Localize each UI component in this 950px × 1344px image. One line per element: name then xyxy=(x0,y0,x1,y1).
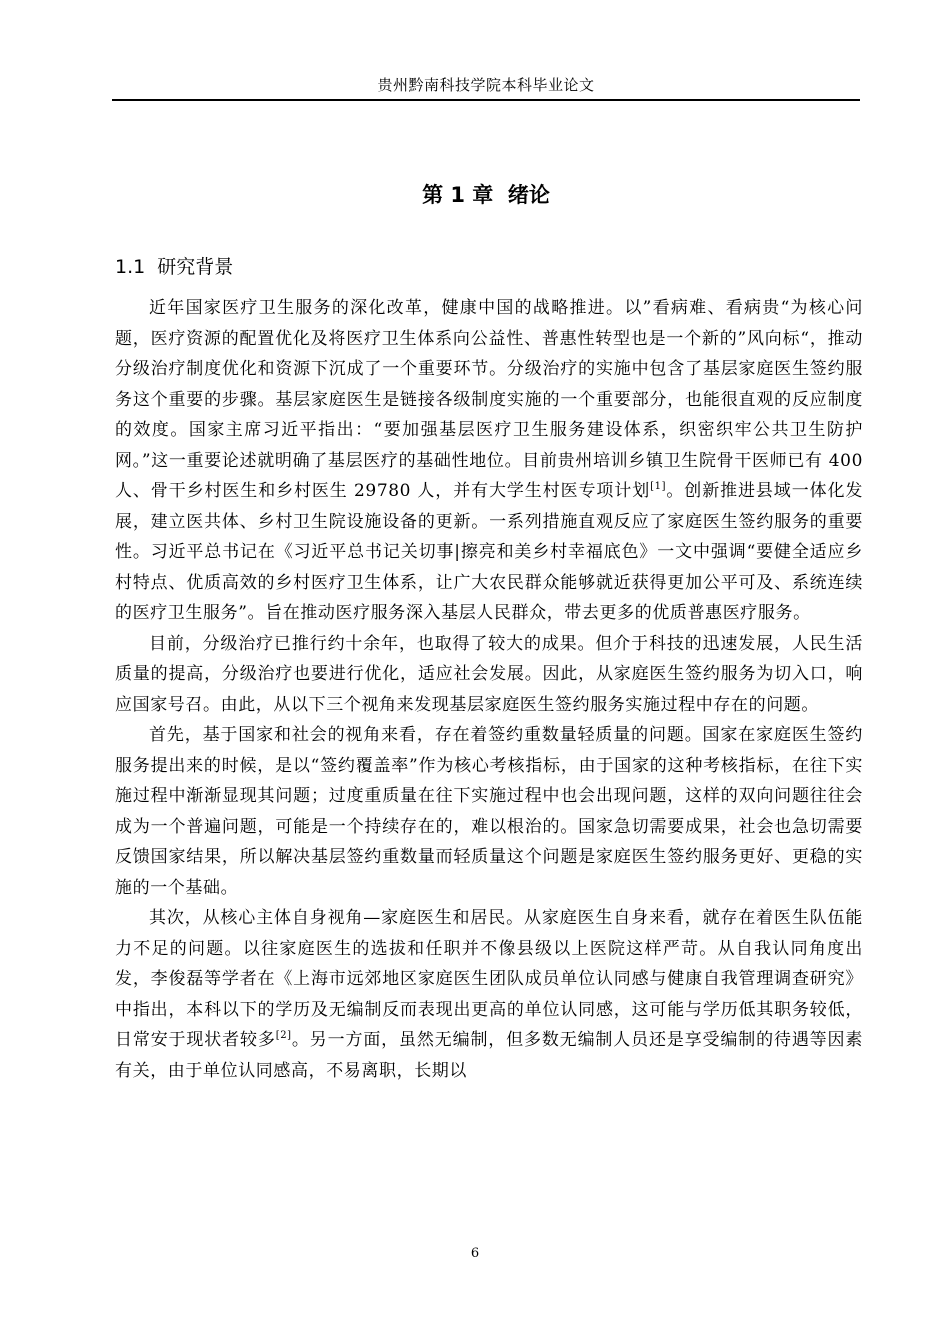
paragraph-3: 首先，基于国家和社会的视角来看，存在着签约重数量轻质量的问题。国家在家庭医生签约服务提出来的时候，是以“签约覆盖率”作为核心考核指标，由于国家的这种考核指标，在往下实施过程中渐渐显现其问题；过度重质量在往下实施过程中也会出现问题，这样的双向问题往往会成为一个普遍问题，可能是一个持续存在的，难以根治的。国家急切需要成果，社会也急切需要反馈国家结果，所以解决基层签约重数量而轻质量这个问题是家庭医生签约服务更好、更稳的实施的一个基础。 xyxy=(115,725,863,898)
running-header: 贵州黔南科技学院本科毕业论文 xyxy=(377,76,595,94)
section-title: 1.1 研究背景 xyxy=(115,256,234,278)
paragraph-4-text-b: 。另一方面，虽然无编制，但多数无编制人员还是享受编制的待遇等因素有关，由于单位认同感高，不易离职，长期以 xyxy=(115,1030,863,1081)
paragraph-1 xyxy=(115,293,863,629)
paragraph-1-text-b: 。创新推进县域一体化发展，建立医共体、乡村卫生院设施设备的更新。一系列措施直观反应了家庭医生签约服务的重要性。习近平总书记在《习近平总书记关切事|擦亮和美乡村幸福底色》一文中强调“要健全适应乡村特点、优质高效的乡村医疗卫生体系，让广大农民群众能够就近获得更加公平可及、系统连续的医疗卫生服务”。旨在推动医疗服务深入基层人民群众，带去更多的优质普惠医疗服务。 xyxy=(115,481,864,623)
citation-2: [2] xyxy=(275,1030,292,1041)
chapter-title xyxy=(112,178,860,212)
paragraph-4-text-a: 其次，从核心主体自身视角—家庭医生和居民。从家庭医生自身来看，就存在着医生队伍能力不足的问题。以往家庭医生的选拔和任职并不像县级以上医院这样严苛。从自我认同角度出发，李俊磊等学者在《上海市远郊地区家庭医生团队成员单位认同感与健康自我管理调查研究》中指出，本科以下的学历及无编制反而表现出更高的单位认同感，这可能与学历低其职务较低，日常安于现状者较多 xyxy=(115,908,863,1050)
paragraph-4 xyxy=(115,903,863,1086)
body-text xyxy=(115,293,863,1086)
paragraph-2: 目前，分级治疗已推行约十余年，也取得了较大的成果。但介于科技的迅速发展，人民生活质量的提高，分级治疗也要进行优化，适应社会发展。因此，从家庭医生签约服务为切入口，响应国家号召。由此，从以下三个视角来发现基层家庭医生签约服务实施过程中存在的问题。 xyxy=(115,633,863,715)
page-number: 6 xyxy=(470,1246,480,1261)
header-rule xyxy=(112,99,860,101)
chapter-title-text: 第 1 章 绪论 xyxy=(422,183,550,207)
citation-1: [1] xyxy=(650,481,667,492)
paragraph-1-text-a: 近年国家医疗卫生服务的深化改革，健康中国的战略推进。以”看病难、看病贵“为核心问题，医疗资源的配置优化及将医疗卫生体系向公益性、普惠性转型也是一个新的”风向标“，推动分级治疗制度优化和资源下沉成了一个重要环节。分级治疗的实施中包含了基层家庭医生签约服务这个重要的步骤。基层家庭医生是链接各级制度实施的一个重要部分，也能很直观的反应制度的效度。国家主席习近平指出：“要加强基层医疗卫生服务建设体系，织密织牢公共卫生防护网。”这一重要论述就明确了基层医疗的基础性地位。目前贵州培训乡镇卫生院骨干医师已有 400 人、骨干乡村医生和乡村医生 29780 人，并有大学生村医专项计划 xyxy=(115,298,863,501)
